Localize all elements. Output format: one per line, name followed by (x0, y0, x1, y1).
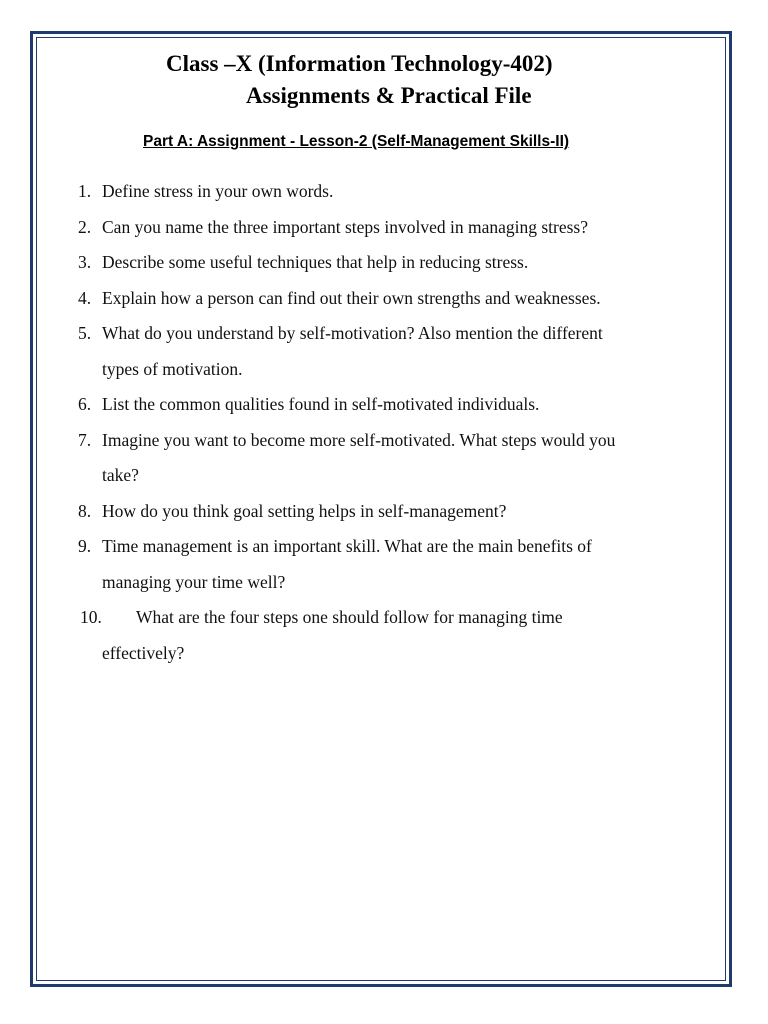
section-heading: Part A: Assignment - Lesson-2 (Self-Management Skills-II) (143, 133, 570, 150)
question-number: 8. (78, 500, 92, 521)
question-number: 2. (78, 216, 92, 237)
question-number: 9. (78, 536, 92, 556)
question-number: 4. (78, 287, 92, 308)
document-subtitle: Assignments & Practical File (246, 83, 532, 108)
question-text: Imagine you want to become more self-motivated. What steps would you (102, 429, 616, 450)
question-text: How do you think goal setting helps in self-management? (102, 500, 507, 521)
question-text-continued: effectively? (102, 642, 185, 663)
question-number: 3. (78, 252, 92, 272)
question-text: Define stress in your own words. (102, 181, 334, 201)
question-item (78, 245, 708, 281)
question-text-continued: types of motivation. (102, 358, 243, 379)
question-item (78, 387, 708, 423)
question-text: Time management is an important skill. What are the main benefits of (102, 536, 592, 556)
question-item (78, 316, 708, 387)
question-number: 5. (78, 323, 92, 343)
question-list (78, 174, 708, 671)
question-text-continued: managing your time well? (102, 571, 286, 592)
question-number: 1. (78, 181, 92, 201)
question-item (78, 423, 708, 494)
question-item (78, 174, 708, 210)
question-number: 7. (78, 429, 92, 450)
question-item (78, 281, 708, 317)
question-item (78, 529, 708, 600)
question-text: Can you name the three important steps involved in managing stress? (102, 216, 589, 237)
question-item (78, 494, 708, 530)
question-item (78, 600, 708, 671)
question-text: Explain how a person can find out their own strengths and weaknesses. (102, 287, 601, 308)
question-number: 10. (80, 607, 102, 627)
question-text-continued: take? (102, 465, 139, 485)
question-text: What are the four steps one should follow for managing time (136, 607, 563, 627)
document-title: Class –X (Information Technology-402) (166, 51, 553, 76)
question-number: 6. (78, 394, 92, 414)
question-text: What do you understand by self-motivation? Also mention the different (102, 323, 603, 343)
question-text: Describe some useful techniques that help in reducing stress. (102, 252, 529, 272)
question-text: List the common qualities found in self-motivated individuals. (102, 394, 540, 414)
question-item (78, 210, 708, 246)
